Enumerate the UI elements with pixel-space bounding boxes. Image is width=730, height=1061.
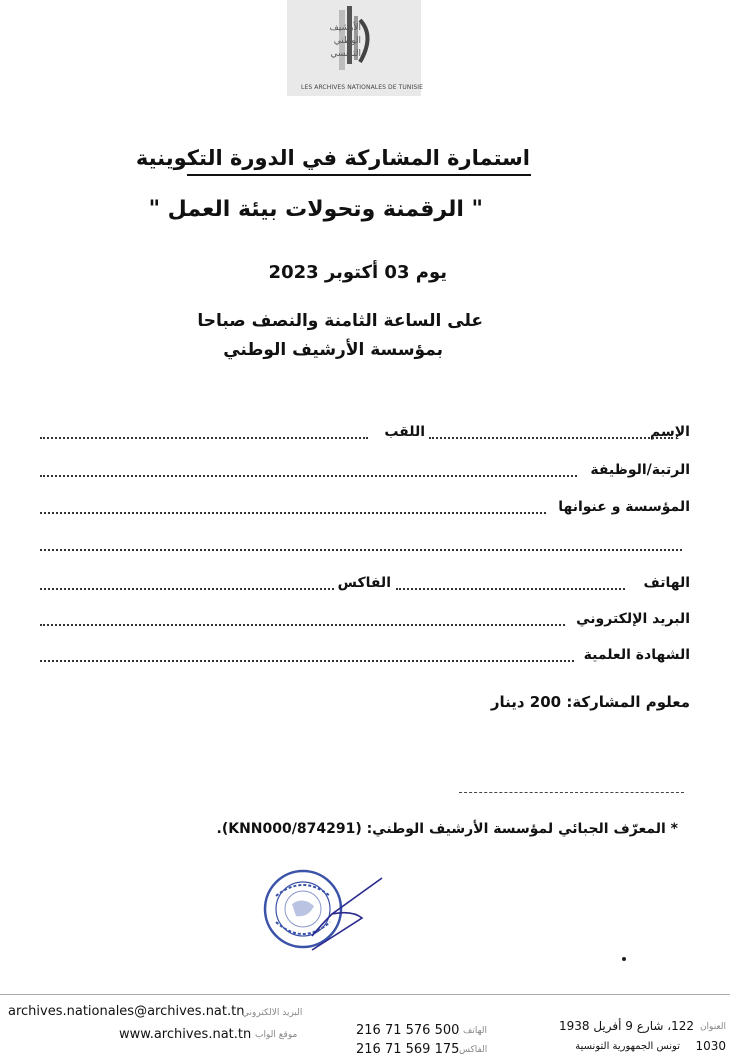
event-venue: بمؤسسة الأرشيف الوطني <box>223 340 443 360</box>
rank-label: الرتبة/الوظيفة <box>590 462 690 478</box>
degree-field[interactable] <box>40 660 574 662</box>
training-subtitle: " الرقمنة وتحولات بيئة العمل " <box>148 197 483 222</box>
title-underline <box>187 174 531 176</box>
archives-logo <box>287 0 424 96</box>
fax-field[interactable] <box>40 588 334 590</box>
footer-phone: 216 71 576 500 <box>356 1023 460 1038</box>
footer-phone-label: الهاتف <box>463 1026 487 1036</box>
institution-field-continued[interactable] <box>40 549 682 551</box>
rank-field[interactable] <box>40 475 577 477</box>
footer-address-line1: 122، شارع 9 أفريل 1938 <box>558 1019 694 1033</box>
stray-dot <box>622 957 626 961</box>
degree-label: الشهادة العلمية <box>583 647 690 663</box>
fax-label: الفاكس <box>337 575 391 591</box>
footer-divider <box>0 994 730 995</box>
event-time: على الساعة الثامنة والنصف صباحا <box>197 311 483 331</box>
event-date: يوم 03 أكتوبر 2023 <box>268 262 447 283</box>
signature-icon <box>292 874 392 954</box>
footer-website-label: موقع الواب <box>255 1030 298 1040</box>
tax-id-note: * المعرّف الجبائي لمؤسسة الأرشيف الوطني: (874291/KNN000). <box>216 821 678 837</box>
phone-field[interactable] <box>396 588 625 590</box>
footer-email-label: البريد الالكتروني <box>242 1008 303 1018</box>
surname-field[interactable] <box>40 437 368 439</box>
footer-postal-code: 1030 <box>695 1039 726 1053</box>
email-field[interactable] <box>40 624 565 626</box>
institution-field[interactable] <box>40 512 546 514</box>
footer-fax: 216 71 569 175 <box>356 1042 460 1057</box>
name-label: الإسم <box>650 424 690 440</box>
email-label: البريد الإلكتروني <box>576 611 690 627</box>
participation-fee: معلوم المشاركة: 200 دينار <box>490 693 690 711</box>
logo-french-text: LES ARCHIVES NATIONALES DE TUNISIE <box>301 84 424 91</box>
phone-label: الهاتف <box>643 575 690 591</box>
footer-website[interactable]: www.archives.nat.tn <box>119 1027 252 1042</box>
footer-fax-label: الفاكس <box>459 1045 488 1055</box>
surname-label: اللقب <box>384 424 425 440</box>
footnote-separator <box>459 792 684 793</box>
footer-address-label: العنوان <box>699 1022 726 1032</box>
footer-email[interactable]: archives.nationales@archives.nat.tn <box>8 1004 245 1019</box>
logo-arabic-text: الأرشيف الوطني التونسي <box>329 23 361 59</box>
institution-label: المؤسسة و عنوانها <box>558 499 690 515</box>
footer-address-line2: تونس الجمهورية التونسية <box>575 1041 680 1052</box>
name-field[interactable] <box>429 437 673 439</box>
form-title: استمارة المشاركة في الدورة التكوينية <box>135 146 530 170</box>
